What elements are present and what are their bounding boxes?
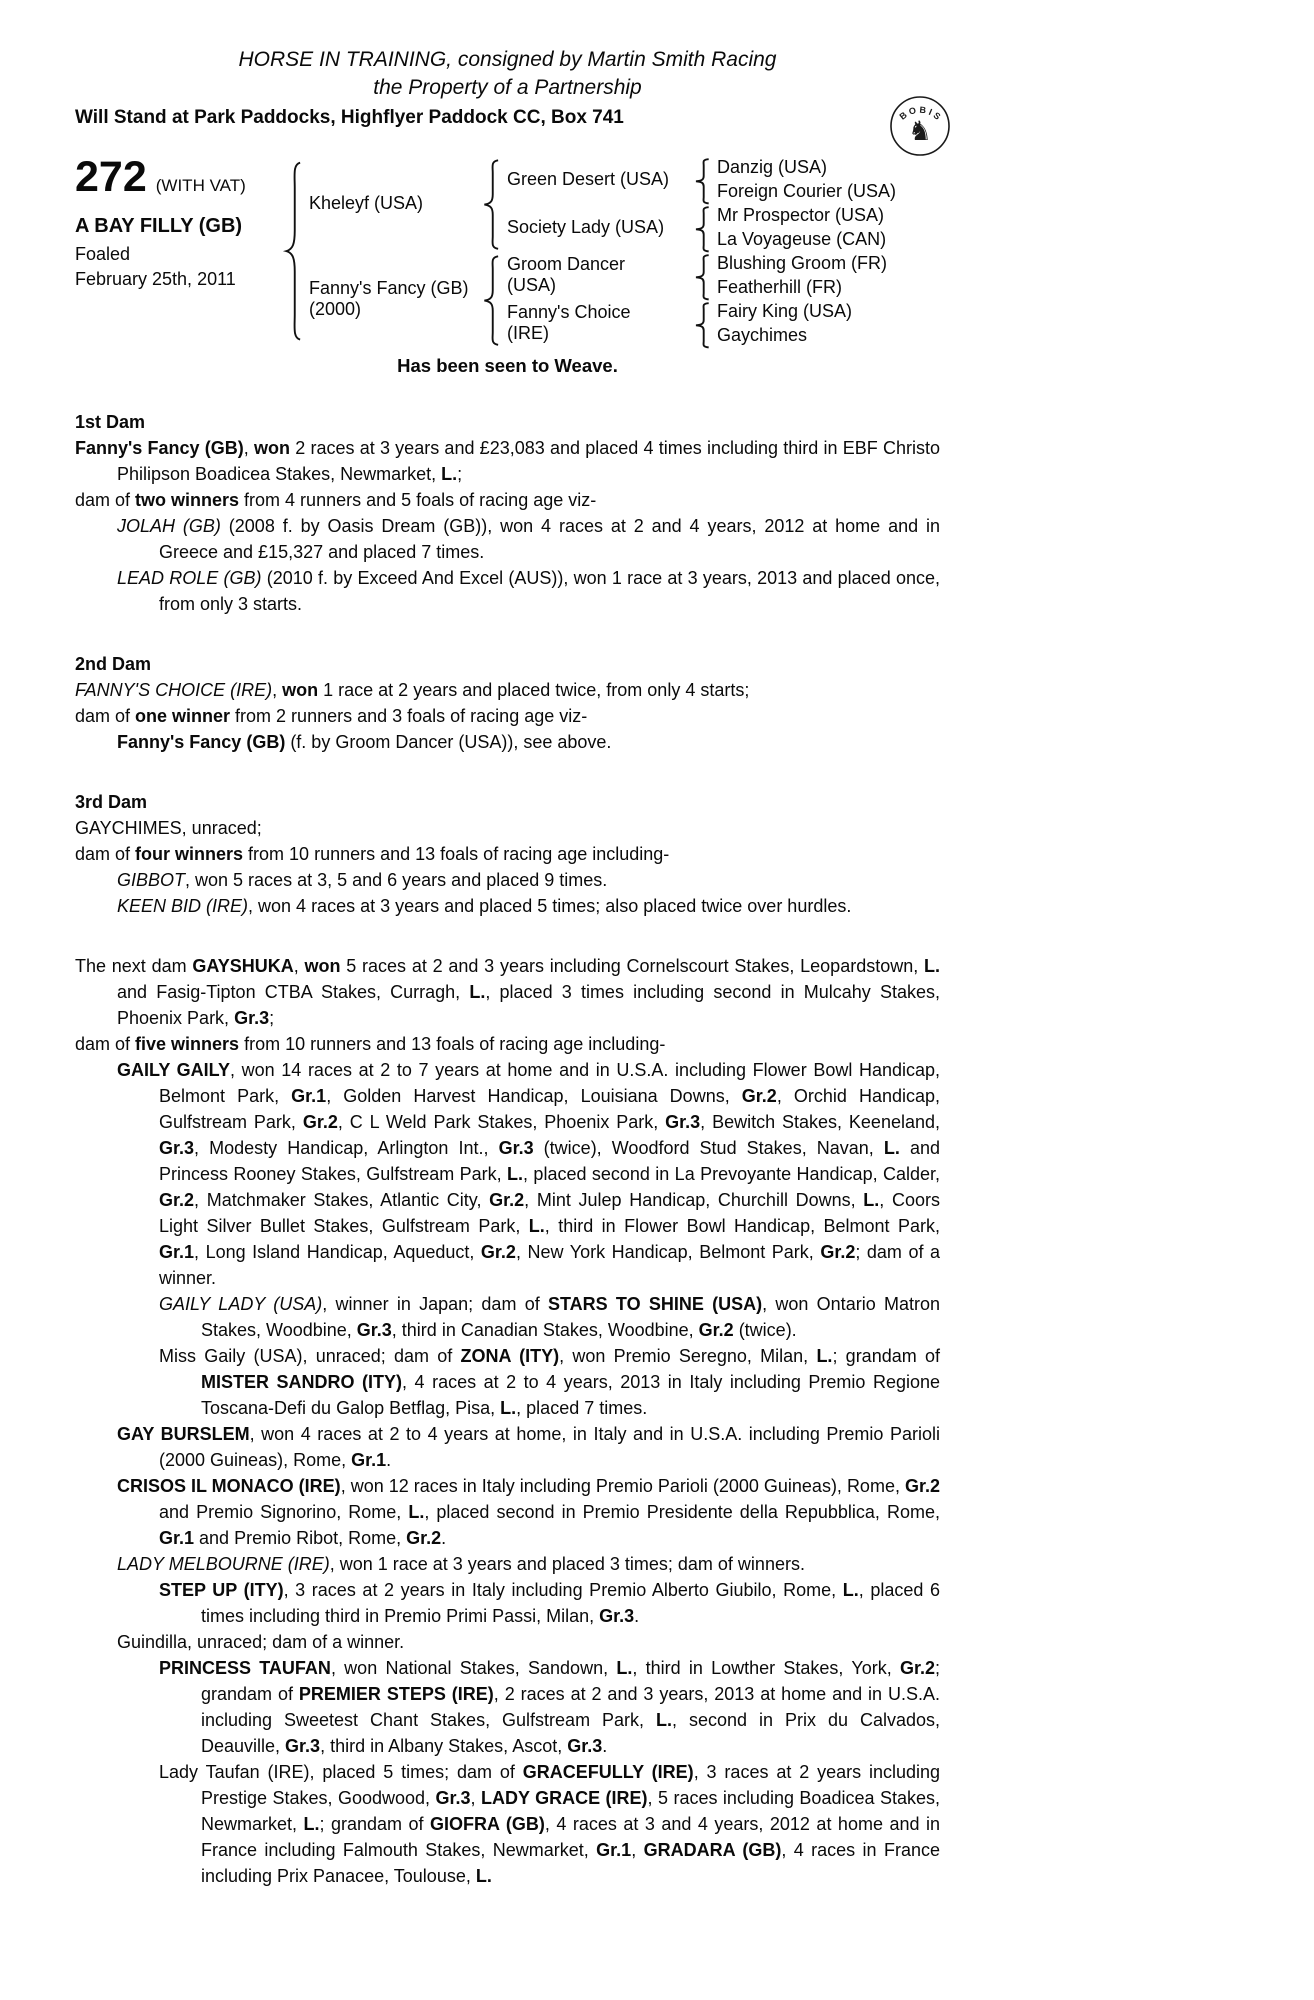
text-run: Gr.2 bbox=[820, 1242, 856, 1262]
text-run: , 4 races at 2 to 4 years, 2013 in Italy including Premio Regione Toscana-Defi du Galop Betflag, Pisa, bbox=[201, 1372, 940, 1418]
foaled-label: Foaled bbox=[75, 244, 131, 264]
text-run: Gr.3 bbox=[159, 1138, 195, 1158]
text-run: Gr.2 bbox=[480, 1242, 516, 1262]
text-run: Gr.2 bbox=[159, 1190, 195, 1210]
stabling-line: Will Stand at Park Paddocks, Highflyer Paddock CC, Box 741 bbox=[75, 107, 624, 128]
pedigree-tree bbox=[280, 155, 936, 347]
text-run: Gr.2 bbox=[899, 1658, 935, 1678]
text-run: , placed 6 times including third in Premio Primi Passi, Milan, bbox=[201, 1580, 940, 1626]
text-run: GIBBOT bbox=[117, 870, 186, 890]
pedigree-dam bbox=[306, 251, 478, 347]
text-run: , won 14 races at 2 to 7 years at home and in U.S.A. including Flower Bowl Handicap, Belmont Park, bbox=[159, 1060, 941, 1106]
text-run: L. bbox=[616, 1658, 633, 1678]
text-run: Gr.1 bbox=[291, 1086, 327, 1106]
text-run: GAYCHIMES, unraced; bbox=[75, 818, 262, 838]
text-run: Lady Taufan (IRE), placed 5 times; dam of bbox=[159, 1762, 523, 1782]
text-run: and Princess Rooney Stakes, Gulfstream Park, bbox=[159, 1138, 941, 1184]
text-run: , won National Stakes, Sandown, bbox=[330, 1658, 617, 1678]
text-run: , Golden Harvest Handicap, Louisiana Downs, bbox=[326, 1086, 742, 1106]
text-run: L. bbox=[408, 1502, 425, 1522]
pedigree-ggp bbox=[714, 299, 936, 323]
pedigree-name: (USA) bbox=[507, 275, 556, 295]
pedigree-sire-sire bbox=[504, 155, 690, 203]
text-run: L. bbox=[528, 1216, 545, 1236]
text-run: , C L Weld Park Stakes, Phoenix Park, bbox=[337, 1112, 666, 1132]
text-run: GAILY GAILY bbox=[117, 1060, 231, 1080]
pedigree-sire-dam bbox=[504, 203, 690, 251]
text-run: GAYSHUKA bbox=[192, 956, 294, 976]
pedigree-name: Fairy King (USA) bbox=[717, 300, 853, 321]
text-run: Gr.2 bbox=[698, 1320, 734, 1340]
text-run: from 10 runners and 13 foals of racing age including- bbox=[243, 844, 670, 864]
pedigree-name: Foreign Courier (USA) bbox=[717, 180, 897, 201]
text-run: Gr.3 bbox=[567, 1736, 603, 1756]
text-run: GAILY LADY (USA) bbox=[159, 1294, 323, 1314]
catalogue-paragraph bbox=[75, 703, 940, 729]
text-run: L. bbox=[863, 1190, 880, 1210]
catalogue-paragraph bbox=[75, 1629, 940, 1655]
pedigree-name: Society Lady (USA) bbox=[507, 216, 665, 237]
text-run: ; bbox=[269, 1008, 275, 1028]
text-run: , Bewitch Stakes, Keeneland, bbox=[700, 1112, 940, 1132]
horse-icon: ♞ bbox=[907, 116, 933, 146]
text-run: (f. by Groom Dancer (USA)), see above. bbox=[285, 732, 612, 752]
catalogue-paragraph bbox=[75, 1343, 940, 1421]
section-heading: 2nd Dam bbox=[75, 654, 152, 674]
pedigree-name: Green Desert (USA) bbox=[507, 168, 670, 189]
pedigree-ggp bbox=[714, 155, 936, 179]
pedigree-dam-year: (2000) bbox=[309, 299, 362, 319]
text-run: dam of bbox=[75, 844, 136, 864]
text-run: (2008 f. by Oasis Dream (GB)), won 4 races at 2 and 4 years, 2012 at home and in Greece and £15,327 and placed 7 times. bbox=[159, 516, 940, 562]
text-run: , Orchid Handicap, Gulfstream Park, bbox=[159, 1086, 941, 1132]
text-run: L. bbox=[507, 1164, 524, 1184]
text-run: L. bbox=[842, 1580, 859, 1600]
text-run: Gr.3 bbox=[599, 1606, 635, 1626]
pedigree-brace bbox=[478, 155, 504, 251]
catalogue-paragraph bbox=[75, 815, 940, 841]
catalogue-paragraph bbox=[75, 1473, 940, 1551]
text-run: L. bbox=[816, 1346, 833, 1366]
pedigree-name: Fanny's Choice bbox=[507, 302, 631, 322]
text-run: from 4 runners and 5 foals of racing age viz- bbox=[239, 490, 597, 510]
text-run: , second in Prix du Calvados, Deauville, bbox=[201, 1710, 940, 1756]
text-run: (twice), Woodford Stud Stakes, Navan, bbox=[533, 1138, 884, 1158]
text-run: GIOFRA (GB) bbox=[430, 1814, 545, 1834]
text-run: dam of bbox=[75, 1034, 136, 1054]
text-run: Gr.1 bbox=[159, 1528, 195, 1548]
text-run: CRISOS IL MONACO (IRE) bbox=[117, 1476, 341, 1496]
text-run: The next dam bbox=[75, 956, 193, 976]
text-run: PRINCESS TAUFAN bbox=[159, 1658, 331, 1678]
text-run: L. bbox=[475, 1866, 492, 1886]
text-run: KEEN BID (IRE) bbox=[117, 896, 249, 916]
text-run: and Premio Ribot, Rome, bbox=[194, 1528, 407, 1548]
pedigree-sire-name: Kheleyf (USA) bbox=[309, 192, 424, 213]
text-run: Gr.3 bbox=[234, 1008, 270, 1028]
consignor-title: HORSE IN TRAINING, consigned by Martin Smith Racing bbox=[238, 48, 777, 71]
text-run: (twice). bbox=[733, 1320, 797, 1340]
text-run: Fanny's Fancy (GB) bbox=[117, 732, 286, 752]
pedigree-brace bbox=[690, 299, 714, 347]
catalogue-paragraph bbox=[75, 677, 940, 703]
text-run: LADY GRACE (IRE) bbox=[480, 1788, 648, 1808]
pedigree-dam-sire bbox=[504, 251, 690, 299]
pedigree-brace bbox=[690, 155, 714, 203]
pedigree-ggp bbox=[714, 179, 936, 203]
text-run: Gr.3 bbox=[498, 1138, 534, 1158]
text-run: won bbox=[304, 956, 341, 976]
text-run: , placed 3 times including second in Mulcahy Stakes, Phoenix Park, bbox=[117, 982, 940, 1028]
text-run: Guindilla, unraced; dam of a winner. bbox=[117, 1632, 405, 1652]
text-run: L. bbox=[303, 1814, 320, 1834]
text-run: , Coors Light Silver Bullet Stakes, Gulfstream Park, bbox=[159, 1190, 940, 1236]
pedigree-name: La Voyageuse (CAN) bbox=[717, 228, 887, 249]
text-run: four winners bbox=[135, 844, 244, 864]
text-run: Gr.1 bbox=[596, 1840, 632, 1860]
text-run: Gr.1 bbox=[351, 1450, 387, 1470]
text-run: won bbox=[254, 438, 290, 458]
pedigree-ggp bbox=[714, 227, 936, 251]
pedigree-dam-name: Fanny's Fancy (GB) bbox=[309, 278, 469, 298]
pedigree-name: Danzig (USA) bbox=[717, 156, 828, 177]
pedigree-ggp bbox=[714, 251, 936, 275]
catalogue-paragraph bbox=[75, 1421, 940, 1473]
text-run: dam of bbox=[75, 706, 136, 726]
dam-section bbox=[75, 651, 940, 755]
text-run: Gr.3 bbox=[285, 1736, 321, 1756]
text-run: JOLAH (GB) bbox=[117, 516, 221, 536]
text-run: Gr.2 bbox=[406, 1528, 442, 1548]
text-run: FANNY'S CHOICE (IRE) bbox=[75, 680, 273, 700]
pedigree-brace bbox=[690, 203, 714, 251]
text-run: Gr.2 bbox=[489, 1190, 525, 1210]
dam-section bbox=[75, 789, 940, 919]
text-run: Fanny's Fancy (GB) bbox=[75, 438, 244, 458]
text-run: , bbox=[293, 956, 305, 976]
dam-section bbox=[75, 953, 940, 1889]
pedigree-ggp bbox=[714, 275, 936, 299]
text-run: . bbox=[634, 1606, 640, 1626]
text-run: 1 race at 2 years and placed twice, from only 4 starts; bbox=[318, 680, 750, 700]
text-run: , 5 races including Boadicea Stakes, Newmarket, bbox=[201, 1788, 940, 1834]
section-heading: 1st Dam bbox=[75, 412, 146, 432]
text-run: , third in Flower Bowl Handicap, Belmont Park, bbox=[544, 1216, 941, 1236]
section-heading: 3rd Dam bbox=[75, 792, 148, 812]
text-run: L. bbox=[883, 1138, 900, 1158]
text-run: PREMIER STEPS (IRE) bbox=[298, 1684, 494, 1704]
text-run: L. bbox=[656, 1710, 673, 1730]
pedigree-brace bbox=[478, 251, 504, 347]
pedigree-name: Featherhill (FR) bbox=[717, 276, 843, 297]
text-run: , Long Island Handicap, Aqueduct, bbox=[194, 1242, 481, 1262]
pedigree-sire bbox=[306, 155, 478, 251]
text-run: , won Premio Seregno, Milan, bbox=[559, 1346, 817, 1366]
text-run: , Mint Julep Handicap, Churchill Downs, bbox=[524, 1190, 864, 1210]
pedigree-name: Mr Prospector (USA) bbox=[717, 204, 885, 225]
stamp-letters: B O B I S bbox=[897, 104, 943, 122]
text-run: , won 1 race at 3 years and placed 3 times; dam of winners. bbox=[329, 1554, 805, 1574]
text-run: , won 4 races at 3 years and placed 5 times; also placed twice over hurdles. bbox=[248, 896, 852, 916]
text-run: , 4 races in France including Prix Panacee, Toulouse, bbox=[201, 1840, 940, 1886]
text-run: Gr.3 bbox=[435, 1788, 471, 1808]
pedigree-name: Groom Dancer bbox=[507, 254, 626, 274]
pedigree-block bbox=[75, 155, 940, 347]
text-run: , 4 races at 3 and 4 years, 2012 at home and in France including Falmouth Stakes, Newmarket, bbox=[201, 1814, 940, 1860]
text-run: , 2 races at 2 and 3 years, 2013 at home and in U.S.A. including Sweetest Chant Stakes, Gulfstream Park, bbox=[201, 1684, 941, 1730]
text-run: , placed second in Premio Presidente della Repubblica, Rome, bbox=[424, 1502, 941, 1522]
text-run: , placed 7 times. bbox=[516, 1398, 648, 1418]
lot-block bbox=[75, 155, 280, 347]
text-run: LADY MELBOURNE (IRE) bbox=[117, 1554, 330, 1574]
text-run: , Modesty Handicap, Arlington Int., bbox=[194, 1138, 499, 1158]
text-run: 5 races at 2 and 3 years including Cornelscourt Stakes, Leopardstown, bbox=[340, 956, 924, 976]
text-run: GRACEFULLY (IRE) bbox=[522, 1762, 694, 1782]
text-run: STARS TO SHINE (USA) bbox=[547, 1294, 763, 1314]
pedigree-dam-dam bbox=[504, 299, 690, 347]
text-run: won bbox=[282, 680, 319, 700]
bobis-stamp bbox=[888, 94, 952, 158]
text-run: and Premio Signorino, Rome, bbox=[159, 1502, 409, 1522]
text-run: L. bbox=[924, 956, 940, 976]
catalogue-paragraph bbox=[75, 513, 940, 565]
catalogue-paragraph bbox=[75, 729, 940, 755]
horse-description: A BAY FILLY (GB) bbox=[75, 215, 243, 237]
catalogue-paragraph bbox=[75, 1577, 940, 1629]
text-run: . bbox=[441, 1528, 447, 1548]
text-run: , won 12 races in Italy including Premio Parioli (2000 Guineas), Rome, bbox=[340, 1476, 905, 1496]
pedigree-brace bbox=[690, 251, 714, 299]
pedigree-ggp bbox=[714, 203, 936, 227]
text-run: , 3 races at 2 years including Prestige Stakes, Goodwood, bbox=[201, 1762, 941, 1808]
catalogue-paragraph bbox=[75, 1655, 940, 1759]
catalogue-paragraph bbox=[75, 1759, 940, 1889]
text-run: , bbox=[470, 1788, 481, 1808]
catalogue-paragraph bbox=[75, 487, 940, 513]
text-run: , winner in Japan; dam of bbox=[322, 1294, 548, 1314]
text-run: ; dam of a winner. bbox=[159, 1242, 941, 1288]
text-run: Gr.1 bbox=[159, 1242, 195, 1262]
text-run: MISTER SANDRO (ITY) bbox=[201, 1372, 403, 1392]
text-run: . bbox=[602, 1736, 608, 1756]
pedigree-sections bbox=[75, 409, 940, 1889]
text-run: , 3 races at 2 years in Italy including Premio Alberto Giubilo, Rome, bbox=[283, 1580, 843, 1600]
catalogue-paragraph bbox=[75, 1031, 940, 1057]
pedigree-name: Blushing Groom (FR) bbox=[717, 252, 888, 273]
text-run: one winner bbox=[135, 706, 231, 726]
text-run: two winners bbox=[135, 490, 240, 510]
text-run: 2 races at 3 years and £23,083 and placed 4 times including third in EBF Christo Philipson Boadicea Stakes, Newmarket, bbox=[117, 438, 940, 484]
text-run: , Matchmaker Stakes, Atlantic City, bbox=[194, 1190, 490, 1210]
catalogue-paragraph bbox=[75, 1551, 940, 1577]
catalogue-paragraph bbox=[75, 841, 940, 867]
text-run: , third in Lowther Stakes, York, bbox=[632, 1658, 900, 1678]
text-run: GAY BURSLEM bbox=[117, 1424, 250, 1444]
text-run: five winners bbox=[135, 1034, 240, 1054]
text-run: , bbox=[272, 680, 283, 700]
lot-number: 272 bbox=[75, 153, 147, 201]
catalogue-paragraph bbox=[75, 867, 940, 893]
text-run: , won 4 races at 2 to 4 years at home, in Italy and in U.S.A. including Premio Parioli (2000 Guineas), Rome, bbox=[159, 1424, 941, 1470]
text-run: GRADARA (GB) bbox=[643, 1840, 782, 1860]
text-run: L. bbox=[500, 1398, 517, 1418]
text-run: ; bbox=[457, 464, 463, 484]
text-run: Miss Gaily (USA), unraced; dam of bbox=[159, 1346, 461, 1366]
text-run: L. bbox=[469, 982, 486, 1002]
dam-section bbox=[75, 409, 940, 617]
text-run: Gr.2 bbox=[302, 1112, 338, 1132]
text-run: ZONA (ITY) bbox=[460, 1346, 560, 1366]
text-run: Gr.2 bbox=[904, 1476, 940, 1496]
pedigree-brace bbox=[280, 155, 306, 347]
text-run: , New York Handicap, Belmont Park, bbox=[515, 1242, 821, 1262]
catalogue-paragraph bbox=[75, 953, 940, 1031]
text-run: ; grandam of bbox=[201, 1658, 941, 1704]
text-run: , third in Canadian Stakes, Woodbine, bbox=[391, 1320, 699, 1340]
catalogue-paragraph bbox=[75, 565, 940, 617]
catalogue-paragraph bbox=[75, 893, 940, 919]
vat-note: (WITH VAT) bbox=[155, 176, 246, 195]
catalogue-paragraph bbox=[75, 1291, 940, 1343]
text-run: . bbox=[386, 1450, 392, 1470]
text-run: and Fasig-Tipton CTBA Stakes, Curragh, bbox=[117, 982, 470, 1002]
text-run: , bbox=[631, 1840, 644, 1860]
stable-vice-note: Has been seen to Weave. bbox=[397, 355, 618, 376]
text-run: , won Ontario Matron Stakes, Woodbine, bbox=[201, 1294, 940, 1340]
catalogue-paragraph bbox=[75, 435, 940, 487]
text-run: , third in Albany Stakes, Ascot, bbox=[320, 1736, 568, 1756]
foaled-date: February 25th, 2011 bbox=[75, 269, 236, 289]
pedigree-ggp bbox=[714, 323, 936, 347]
text-run: (2010 f. by Exceed And Excel (AUS)), won 1 race at 3 years, 2013 and placed once, from only 3 starts. bbox=[159, 568, 940, 614]
pedigree-name: Gaychimes bbox=[717, 324, 808, 345]
text-run: , won 5 races at 3, 5 and 6 years and placed 9 times. bbox=[185, 870, 608, 890]
text-run: ; grandam of bbox=[832, 1346, 940, 1366]
text-run: from 2 runners and 3 foals of racing age viz- bbox=[230, 706, 588, 726]
text-run: STEP UP (ITY) bbox=[159, 1580, 284, 1600]
text-run: dam of bbox=[75, 490, 136, 510]
text-run: L. bbox=[441, 464, 458, 484]
text-run: LEAD ROLE (GB) bbox=[117, 568, 262, 588]
property-line: the Property of a Partnership bbox=[373, 76, 642, 99]
pedigree-name: (IRE) bbox=[507, 323, 549, 343]
text-run: , bbox=[243, 438, 254, 458]
text-run: , placed second in La Prevoyante Handicap, Calder, bbox=[523, 1164, 940, 1184]
text-run: ; grandam of bbox=[319, 1814, 431, 1834]
catalogue-paragraph bbox=[75, 1057, 940, 1291]
text-run: from 10 runners and 13 foals of racing age including- bbox=[239, 1034, 666, 1054]
text-run: Gr.3 bbox=[356, 1320, 392, 1340]
text-run: Gr.3 bbox=[665, 1112, 701, 1132]
text-run: Gr.2 bbox=[741, 1086, 777, 1106]
